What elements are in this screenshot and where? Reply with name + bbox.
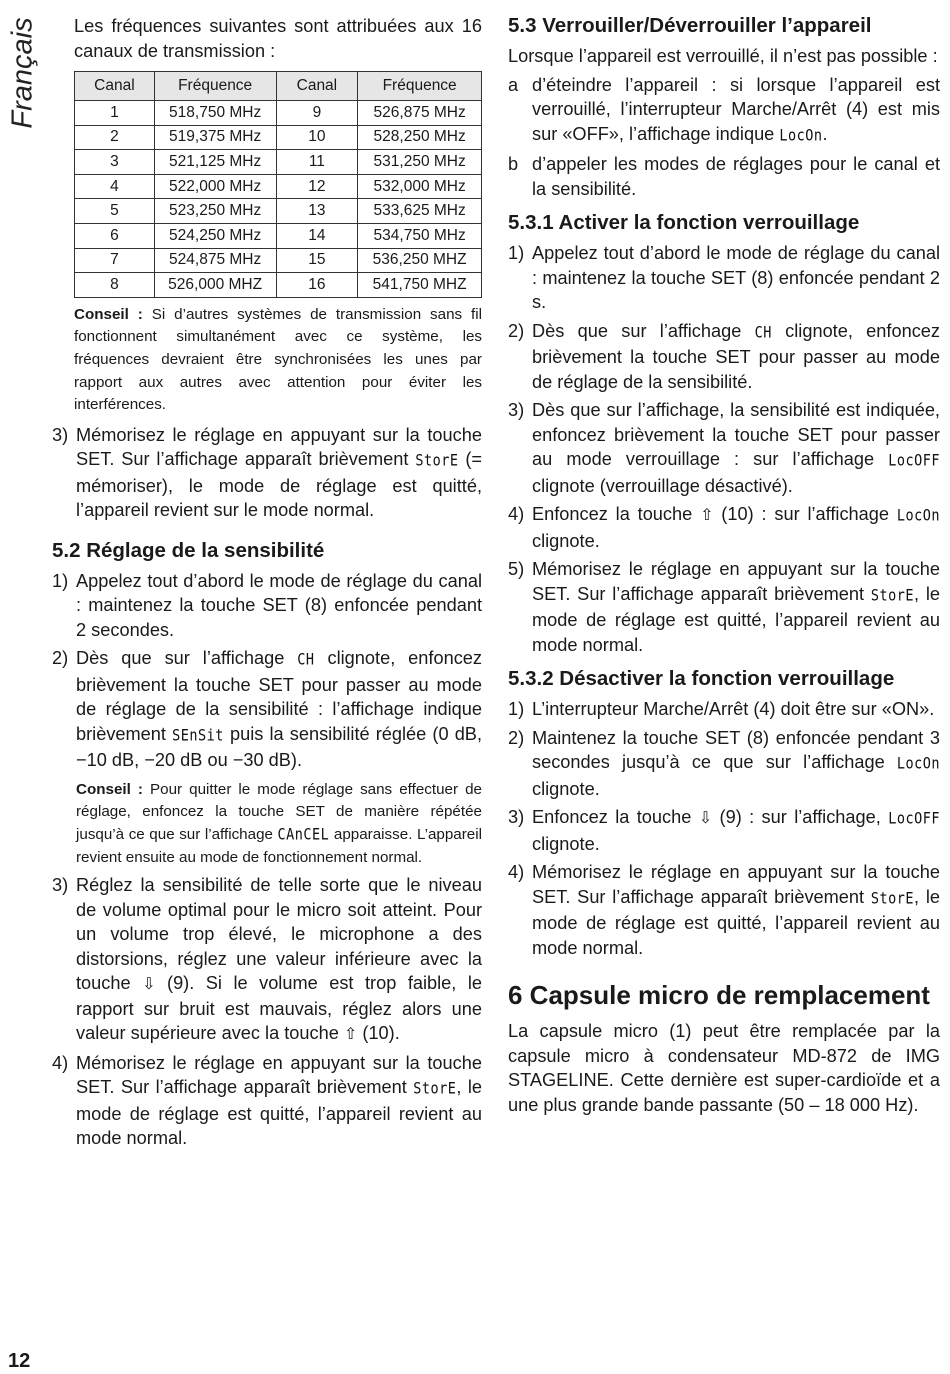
table-cell: 9 bbox=[276, 101, 358, 126]
lcd-ch-display: CH bbox=[297, 650, 315, 670]
table-cell: 11 bbox=[276, 150, 358, 175]
step-text: (9). Si le volume est trop faible, le rapport sur bruit est mauvais, réglez alors une valeur supérieure avec la touche bbox=[76, 973, 482, 1044]
item-text: d’éteindre l’appareil : si lorsque l’appareil est verrouillé, l’interrupteur Marche/Arrêt (4) est mis sur «OFF», l’affichage indique bbox=[532, 74, 940, 144]
table-cell: 16 bbox=[276, 273, 358, 298]
language-label-text: Français bbox=[6, 17, 39, 129]
step-text: Mémorisez le réglage en appuyant sur la touche SET. Sur l’affichage apparaît brièvement bbox=[76, 424, 482, 470]
step-number: 2) bbox=[508, 320, 525, 341]
step-number: 1) bbox=[508, 243, 525, 263]
section-5-3-heading: 5.3 Verrouiller/Déverrouiller l’appareil bbox=[508, 14, 872, 37]
step-number: 4) bbox=[508, 862, 525, 882]
table-row bbox=[75, 150, 482, 175]
lcd-locon-display: LocOn bbox=[896, 754, 940, 774]
table-cell: 15 bbox=[276, 248, 358, 273]
step-text: Mémorisez le réglage en appuyant sur la touche SET. Sur l’affichage apparaît brièvement bbox=[76, 1052, 482, 1098]
step-text: , le mode de réglage est quitté, l’appareil revient au mode normal. bbox=[532, 583, 940, 655]
conseil-text: Pour quitter le mode réglage sans effectuer de réglage, enfoncez la touche SET de manière répétée jusqu’à ce que sur l’affichage bbox=[76, 780, 482, 843]
step-number: 4) bbox=[508, 504, 525, 524]
table-cell: 8 bbox=[75, 273, 155, 298]
table-cell: 522,000 MHz bbox=[154, 174, 276, 199]
arrow-down-icon: ⇩ bbox=[142, 974, 156, 994]
step-text: clignote. bbox=[532, 778, 600, 799]
step-text: puis la sensibilité réglée (0 dB, −10 dB, −20 dB ou −30 dB). bbox=[76, 723, 482, 771]
table-cell: 523,250 MHz bbox=[154, 199, 276, 224]
step-text: clignote, enfoncez brièvement la touche SET pour passer au mode de réglage de la sensibilité. bbox=[532, 320, 940, 392]
step-number: 2) bbox=[508, 727, 525, 748]
step-text: (10). bbox=[357, 1023, 400, 1044]
step-text: Mémorisez le réglage en appuyant sur la touche SET. Sur l’affichage apparaît brièvement bbox=[532, 559, 940, 604]
channel-steps-continued bbox=[52, 423, 482, 523]
language-side-label bbox=[8, 18, 38, 128]
lcd-sensit-display: SEnSit bbox=[172, 726, 224, 745]
step-text: Dès que sur l’affichage, la sensibilité est indiquée, enfoncez brièvement la touche SET pour passer au mode verrouillage : sur l’affichage bbox=[532, 400, 940, 469]
step-number: 5) bbox=[508, 559, 525, 579]
table-cell: 5 bbox=[75, 199, 155, 224]
section-6-heading: 6 Capsule micro de remplacement bbox=[508, 980, 930, 1010]
table-cell: 532,000 MHz bbox=[358, 174, 482, 199]
step-number: 3) bbox=[508, 807, 525, 827]
step-number: 1) bbox=[508, 699, 525, 719]
table-cell: 13 bbox=[276, 199, 358, 224]
step-text: Dès que sur l’affichage bbox=[76, 648, 298, 669]
table-cell: 534,750 MHz bbox=[358, 223, 482, 248]
table-cell: 524,875 MHz bbox=[154, 248, 276, 273]
item-text: d’appeler les modes de réglages pour le canal et la sensibilité. bbox=[532, 154, 940, 199]
list-item bbox=[508, 726, 940, 802]
lcd-locoff-display: LocOFF bbox=[888, 809, 940, 829]
table-cell: 12 bbox=[276, 174, 358, 199]
conseil-label: Conseil : bbox=[76, 780, 143, 798]
step-text: , le mode de réglage est quitté, l’appareil revient au mode normal. bbox=[532, 886, 940, 958]
table-cell: 6 bbox=[75, 223, 155, 248]
step-number: 3) bbox=[52, 875, 69, 896]
step-text: Appelez tout d’abord le mode de réglage du canal : maintenez la touche SET (8) enfoncée pendant 2 s. bbox=[532, 243, 940, 312]
table-cell: 541,750 MHZ bbox=[358, 273, 482, 298]
right-column bbox=[508, 14, 940, 1117]
item-text: . bbox=[822, 123, 828, 144]
table-cell: 533,625 MHz bbox=[358, 199, 482, 224]
step-number: 4) bbox=[52, 1052, 69, 1073]
item-letter: b bbox=[508, 154, 519, 174]
step-text: (10) : sur l’affichage bbox=[713, 504, 897, 524]
step-text: Mémorisez le réglage en appuyant sur la touche SET. Sur l’affichage apparaît brièvement bbox=[532, 862, 940, 907]
table-cell: 2 bbox=[75, 125, 155, 150]
table-cell: 524,250 MHz bbox=[154, 223, 276, 248]
lcd-locon-display: LocOn bbox=[896, 506, 940, 526]
table-cell: 10 bbox=[276, 125, 358, 150]
table-row bbox=[75, 199, 482, 224]
lcd-store-display: StorE bbox=[415, 451, 459, 471]
table-row bbox=[75, 174, 482, 199]
step-text: (9) : sur l’affichage, bbox=[712, 807, 889, 827]
activate-lock-steps bbox=[508, 241, 940, 657]
list-item bbox=[508, 152, 940, 201]
list-item bbox=[52, 569, 482, 643]
list-item bbox=[508, 502, 940, 553]
step-number: 1) bbox=[52, 570, 69, 591]
table-cell: 4 bbox=[75, 174, 155, 199]
step-text: clignote, enfoncez brièvement la touche SET pour passer au mode de réglage de la sensibilité : l’affichage indique brièvement bbox=[76, 648, 483, 744]
list-item bbox=[508, 73, 940, 149]
table-row bbox=[75, 273, 482, 298]
step-text: clignote (verrouillage désactivé). bbox=[532, 475, 793, 496]
table-cell: 7 bbox=[75, 248, 155, 273]
arrow-up-icon: ⇧ bbox=[343, 1024, 358, 1044]
step-text: clignote. bbox=[532, 833, 600, 854]
step-text: Enfoncez la touche bbox=[532, 504, 701, 524]
step-number: 3) bbox=[508, 400, 525, 420]
step-text: clignote. bbox=[532, 530, 600, 551]
table-cell: 14 bbox=[276, 223, 358, 248]
sensitivity-steps bbox=[52, 569, 482, 1151]
conseil-text: Si d’autres systèmes de transmission sans fil fonctionnent simultanément avec ce système, les fréquences devraient être synchronisées les unes par rapport aux autres avec attention pour éviter les interférences. bbox=[74, 305, 482, 414]
list-item bbox=[52, 873, 482, 1047]
frequency-table bbox=[74, 71, 482, 298]
step-text: Dès que sur l’affichage bbox=[532, 320, 755, 341]
table-row bbox=[75, 223, 482, 248]
conseil-text: apparaisse. L’appareil revient ensuite au mode de fonctionnement normal. bbox=[76, 825, 482, 866]
section-6-text: La capsule micro (1) peut être remplacée par la capsule micro à condensateur MD-872 de IMG STAGELINE. Cette dernière est super-cardioïde et a une plus grande bande passante (50 – 18 000 Hz). bbox=[508, 1021, 940, 1115]
list-item bbox=[52, 1051, 482, 1151]
lcd-ch-display: CH bbox=[754, 323, 772, 342]
section-5-3-2-heading: 5.3.2 Désactiver la fonction verrouillage bbox=[508, 667, 895, 690]
section-5-3-1-heading: 5.3.1 Activer la fonction verrouillage bbox=[508, 211, 860, 234]
step-text: (= mémoriser), le mode de réglage est quitté, l’appareil revient sur le mode normal. bbox=[76, 449, 482, 521]
conseil-label: Conseil : bbox=[74, 305, 143, 323]
header-canal: Canal bbox=[276, 72, 358, 101]
header-canal: Canal bbox=[75, 72, 155, 101]
step-number: 3) bbox=[52, 424, 69, 445]
table-cell: 531,250 MHz bbox=[358, 150, 482, 175]
step-text: Appelez tout d’abord le mode de réglage du canal : maintenez la touche SET (8) enfoncée pendant 2 secondes. bbox=[76, 570, 482, 640]
table-cell: 528,250 MHz bbox=[358, 125, 482, 150]
conseil-note bbox=[74, 304, 482, 417]
frequency-intro: Les fréquences suivantes sont attribuées aux 16 canaux de transmission : bbox=[74, 16, 482, 61]
table-row bbox=[75, 101, 482, 126]
arrow-up-icon: ⇧ bbox=[700, 505, 714, 524]
table-cell: 526,000 MHZ bbox=[154, 273, 276, 298]
table-cell: 526,875 MHz bbox=[358, 101, 482, 126]
table-cell: 518,750 MHz bbox=[154, 101, 276, 126]
list-item bbox=[52, 646, 482, 869]
item-letter: a bbox=[508, 74, 519, 95]
list-item bbox=[508, 398, 940, 498]
lcd-store-display: StorE bbox=[413, 1079, 457, 1099]
frequency-table-header bbox=[75, 72, 482, 101]
step-text: , le mode de réglage est quitté, l’appareil revient au mode normal. bbox=[76, 1077, 482, 1149]
list-item bbox=[508, 319, 940, 395]
table-cell: 3 bbox=[75, 150, 155, 175]
page-number: 12 bbox=[8, 1350, 31, 1372]
lock-restrictions bbox=[508, 73, 940, 202]
section-5-2-heading: 5.2 Réglage de la sensibilité bbox=[52, 538, 325, 562]
list-item bbox=[508, 557, 940, 657]
table-row bbox=[75, 125, 482, 150]
arrow-down-icon: ⇩ bbox=[698, 808, 713, 827]
list-item bbox=[508, 860, 940, 960]
lcd-locon-display: LocOn bbox=[779, 126, 823, 145]
list-item bbox=[508, 697, 940, 722]
step-text: L’interrupteur Marche/Arrêt (4) doit être sur «ON». bbox=[532, 699, 935, 719]
step-number: 2) bbox=[52, 648, 69, 669]
table-cell: 521,125 MHz bbox=[154, 150, 276, 175]
lcd-store-display: StorE bbox=[870, 586, 914, 605]
list-item bbox=[508, 805, 940, 856]
step-text: Réglez la sensibilité de telle sorte que le niveau de volume optimal pour le micro soit atteint. Pour un volume trop élevé, le microphone a des distorsions, réglez une valeur inférieure avec la touche bbox=[76, 875, 482, 994]
step-text: Enfoncez la touche bbox=[532, 807, 699, 827]
table-cell: 1 bbox=[75, 101, 155, 126]
lcd-locoff-display: LocOFF bbox=[888, 451, 940, 471]
section-5-3-intro: Lorsque l’appareil est verrouillé, il n’est pas possible : bbox=[508, 46, 938, 66]
left-column bbox=[52, 14, 482, 1155]
list-item bbox=[52, 423, 482, 523]
table-row bbox=[75, 248, 482, 273]
deactivate-lock-steps bbox=[508, 697, 940, 960]
conseil-note bbox=[76, 779, 482, 869]
table-cell: 519,375 MHz bbox=[154, 125, 276, 150]
lcd-cancel-display: CAnCEL bbox=[277, 825, 330, 845]
header-frequence: Fréquence bbox=[154, 72, 276, 101]
step-text: Maintenez la touche SET (8) enfoncée pendant 3 secondes jusqu’à ce que sur l’affichage bbox=[532, 727, 940, 772]
list-item bbox=[508, 241, 940, 315]
header-frequence: Fréquence bbox=[358, 72, 482, 101]
table-cell: 536,250 MHZ bbox=[358, 248, 482, 273]
lcd-store-display: StorE bbox=[870, 889, 914, 908]
